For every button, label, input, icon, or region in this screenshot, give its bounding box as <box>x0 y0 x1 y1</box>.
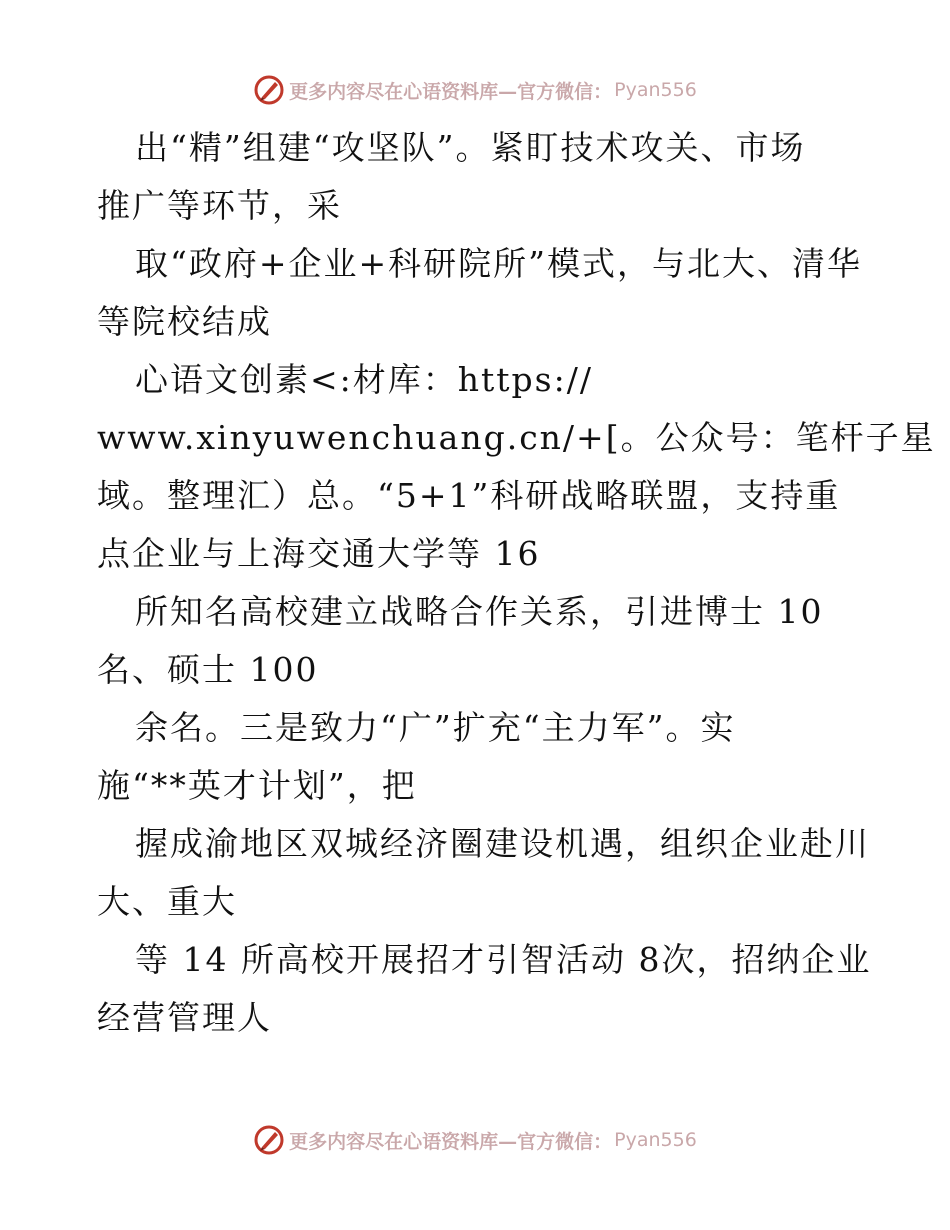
banner-wechat-id: Pyan556 <box>614 1129 697 1151</box>
footer-banner <box>0 1120 950 1160</box>
text-line: 取“政府+企业+科研院所”模式，与北大、清华 <box>135 244 863 283</box>
pen-logo-icon <box>253 74 285 106</box>
text-line: 点企业与上海交通大学等 16 <box>97 534 541 573</box>
pen-logo-icon <box>253 1124 285 1156</box>
text-line: 域。整理汇）总。“5+1”科研战略联盟，支持重 <box>97 476 841 515</box>
text-line: 推广等环节，采 <box>97 186 342 225</box>
text-line: 大、重大 <box>97 882 237 921</box>
text-line: 名、硕士 100 <box>97 650 319 689</box>
text-line: 心语文创素<:材库：https:// <box>135 360 593 399</box>
banner-wechat-id: Pyan556 <box>614 79 697 101</box>
banner-text: 更多内容尽在心语资料库—官方微信： <box>289 80 613 103</box>
text-line: 经营管理人 <box>97 998 272 1037</box>
text-line: 所知名高校建立战略合作关系，引进博士 10 <box>135 592 824 631</box>
text-line: www.xinyuwenchuang.cn/+[。公众号：笔杆子星 <box>97 418 936 457</box>
text-line: 余名。三是致力“广”扩充“主力军”。实 <box>135 708 736 747</box>
text-line: 等 14 所高校开展招才引智活动 8次，招纳企业 <box>135 940 872 979</box>
text-line: 等院校结成 <box>97 302 272 341</box>
text-line: 施“**英才计划”，把 <box>97 766 417 805</box>
text-line: 出“精”组建“攻坚队”。紧盯技术攻关、市场 <box>135 128 806 167</box>
text-line: 握成渝地区双城经济圈建设机遇，组织企业赴川 <box>135 824 870 863</box>
header-banner <box>0 70 950 110</box>
banner-text: 更多内容尽在心语资料库—官方微信： <box>289 1130 613 1153</box>
